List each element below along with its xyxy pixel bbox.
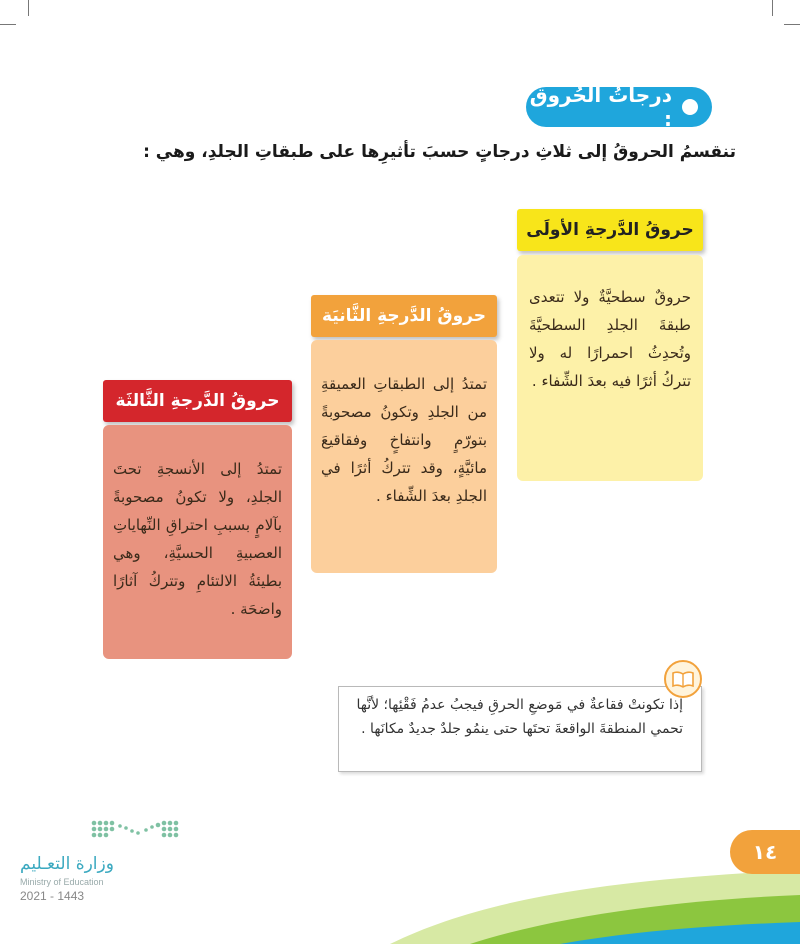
ministry-name-english: Ministry of Education <box>20 877 104 887</box>
first-degree-body: حروقٌ سطحيَّةٌ ولا تتعدى طبقةَ الجلدِ السطحيَّةَ وتُحدِثُ احمرارًا له ولا تتركُ أثرًا فيه بعدَ الشِّفاء . <box>517 255 703 481</box>
intro-text: تنقسمُ الحروقُ إلى ثلاثِ درجاتٍ حسبَ تأثيرِها على طبقاتِ الجلدِ، وهي : <box>143 142 736 162</box>
page-number: ١٤ <box>730 830 800 874</box>
second-degree-body: تمتدُ إلى الطبقاتِ العميقةِ من الجلدِ وتكونُ مصحوبةً بتورّمٍ وانتفاخٍ وفقاقيعَ مائيَّةٍ، وقد تتركُ أثرًا في الجلدِ بعدَ الشِّفاء . <box>311 340 497 573</box>
year-label: 2021 - 1443 <box>20 889 85 903</box>
section-title: درجاتُ الحُروق : <box>529 83 672 131</box>
ministry-name-arabic: وزارة التعـليم <box>20 854 114 874</box>
third-degree-body: تمتدُ إلى الأنسجةِ تحتَ الجلدِ، ولا تكونُ مصحوبةً بآلامٍ بسببِ احتراقِ النِّهاياتِ العصبيةِ الحسيَّةِ، وهي بطيئةُ الالتئامِ وتتركُ آثارًا واضحَة . <box>103 425 292 659</box>
third-degree-heading: حروقُ الدَّرجةِ الثَّالثَة <box>103 380 292 422</box>
second-degree-heading: حروقُ الدَّرجةِ الثَّانيَة <box>311 295 497 337</box>
note-text: إذا تكونتْ فقاعةٌ في مَوضعِ الحرقِ فيجبُ عدمُ فَقْئِها؛ لأنَّها تحمي المنطقةَ الواقعةَ تحتَها حتى ينمُو جلدٌ جديدٌ مكانَها . <box>356 697 683 737</box>
first-degree-heading: حروقُ الدَّرجةِ الأولَى <box>517 209 703 251</box>
